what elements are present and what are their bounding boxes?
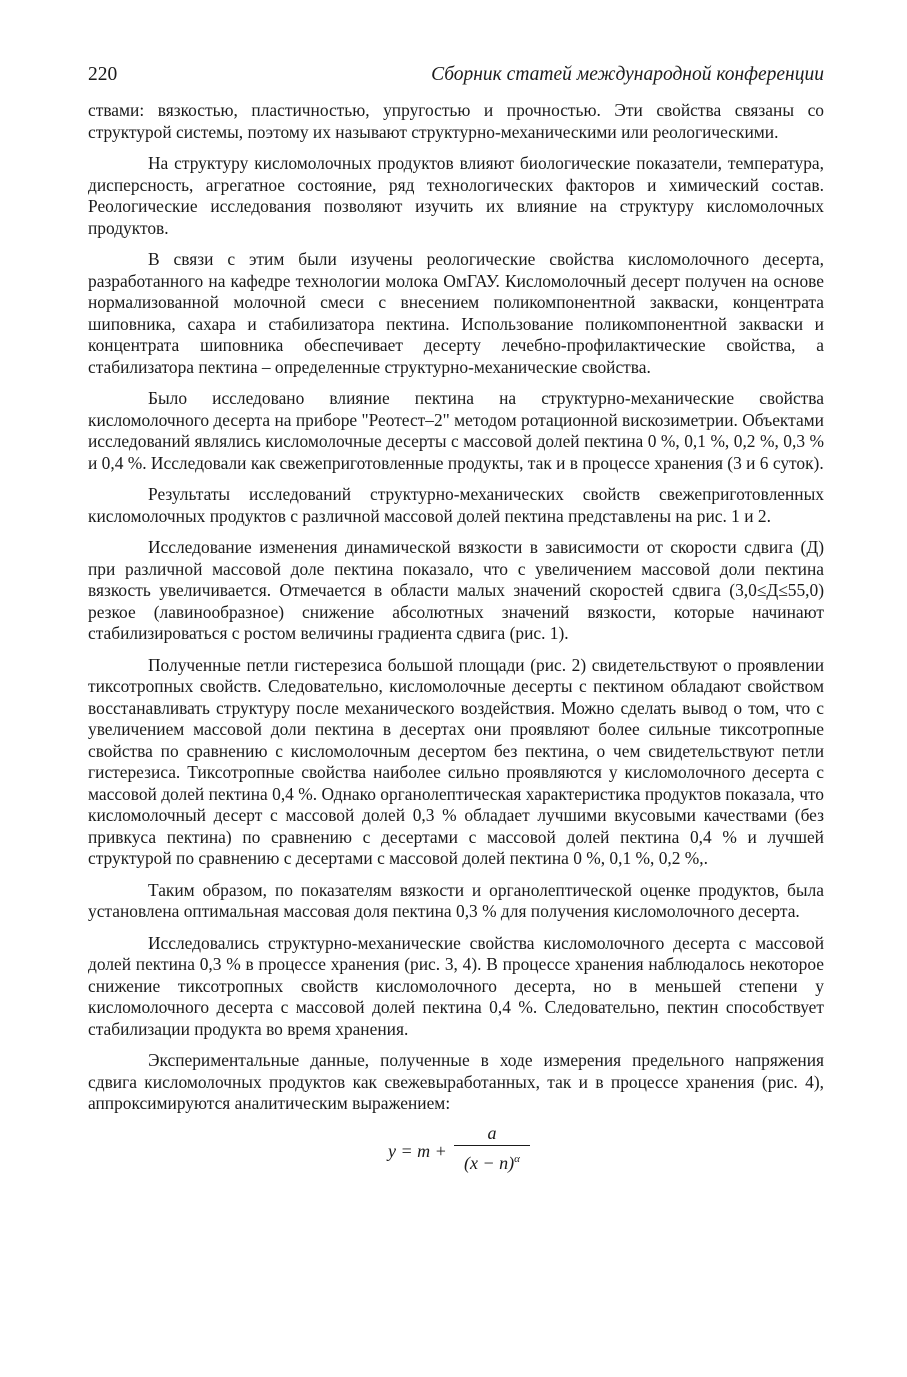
paragraph: Было исследовано влияние пектина на структурно-механические свойства кисломолочного десерта на приборе "Реотест–2" методом ротационной вискозиметрии. Объектами исследований являлись кисломолочные десерты с массовой долей пектина 0 %, 0,1 %, 0,2 %, 0,3 % и 0,4 %. Исследовали как свежеприготовленные продукты, так и в процессе хранения (3 и 6 суток). bbox=[88, 388, 824, 473]
formula bbox=[88, 1121, 824, 1181]
paragraph: В связи с этим были изучены реологические свойства кисломолочного десерта, разработанного на кафедре технологии молока ОмГАУ. Кисломолочный десерт получен на основе нормализованной молочной смеси с внесением поликомпонентной закваски, концентрата шиповника, сахара и стабилизатора пектина. Использование поликомпонентной закваски и концентрата шиповника обеспечивает десерту лечебно-профилактические свойства, а стабилизатора пектина – определенные структурно-механические свойства. bbox=[88, 249, 824, 377]
paragraph: Исследование изменения динамической вязкости в зависимости от скорости сдвига (Д) при различной массовой доле пектина показало, что с увеличением массовой доли пектина вязкость увеличивается. Отмечается в области малых значений скоростей сдвига (3,0≤Д≤55,0) резкое (лавинообразное) снижение абсолютных значений вязкости, которые начинают стабилизироваться с ростом величины градиента сдвига (рис. 1). bbox=[88, 537, 824, 643]
paragraph: Результаты исследований структурно-механических свойств свежеприготовленных кисломолочных продуктов с различной массовой долей пектина представлены на рис. 1 и 2. bbox=[88, 484, 824, 526]
paragraph: На структуру кисломолочных продуктов влияют биологические показатели, температура, дисперсность, агрегатное состояние, ряд технологических факторов и химический состав. Реологические исследования позволяют изучить их влияние на структуру кисломолочных продуктов. bbox=[88, 153, 824, 238]
paragraph: ствами: вязкостью, пластичностью, упругостью и прочностью. Эти свойства связаны со структурой системы, поэтому их называют структурно-механическими или реологическими. bbox=[88, 100, 824, 142]
formula-fraction bbox=[454, 1123, 530, 1175]
page-header bbox=[88, 64, 824, 88]
denominator-base: (x − n) bbox=[464, 1152, 515, 1173]
paragraph: Экспериментальные данные, полученные в ходе измерения предельного напряжения сдвига кисломолочных продуктов как свежевыработанных, так и в процессе хранения (рис. 4), аппроксимируются аналитическим выражением: bbox=[88, 1050, 824, 1113]
running-title: Сборник статей международной конференции bbox=[431, 64, 824, 85]
paragraph: Исследовались структурно-механические свойства кисломолочного десерта с массовой долей пектина 0,3 % в процессе хранения (рис. 3, 4). В процессе хранения наблюдалось некоторое снижение тиксотропных свойств кисломолочного десерта, но в меньшей степени у кисломолочного десерта с массовой долей пектина 0,4 %. Следовательно, пектин способствует стабилизации продукта во время хранения. bbox=[88, 932, 824, 1039]
formula-numerator: a bbox=[487, 1122, 497, 1143]
body-text bbox=[88, 100, 824, 1181]
formula-lhs: y = m + bbox=[388, 1140, 447, 1161]
paragraph: Полученные петли гистерезиса большой площади (рис. 2) свидетельствуют о проявлении тиксотропных свойств. Следовательно, кисломолочные десерты с пектином обладают свойством восстанавливать структуру после механического воздействия. Можно сделать вывод о том, что с увеличением массовой доли пектина в десертах они проявляют более сильные тиксотропные свойства по сравнению с кисломолочным десертом без пектина, о чем свидетельствуют петли гистерезиса. Тиксотропные свойства наиболее сильно проявляются у кисломолочного десерта с массовой долей пектина 0,4 %. Однако органолептическая характеристика продуктов показала, что кисломолочный десерт с массовой долей 0,3 % обладает лучшими вкусовыми качествами (без привкуса пектина) по сравнению с десертами с массовой долей пектина 0,4 % и лучшей структурой по сравнению с десертами с массовой долей пектина 0 %, 0,1 %, 0,2 %,. bbox=[88, 654, 824, 868]
denominator-exponent: α bbox=[514, 1152, 520, 1165]
page-number: 220 bbox=[88, 64, 118, 85]
paragraph: Таким образом, по показателям вязкости и органолептической оценке продуктов, была установлена оптимальная массовая доля пектина 0,3 % для получения кисломолочного десерта. bbox=[88, 879, 824, 921]
formula-denominator bbox=[454, 1146, 530, 1175]
